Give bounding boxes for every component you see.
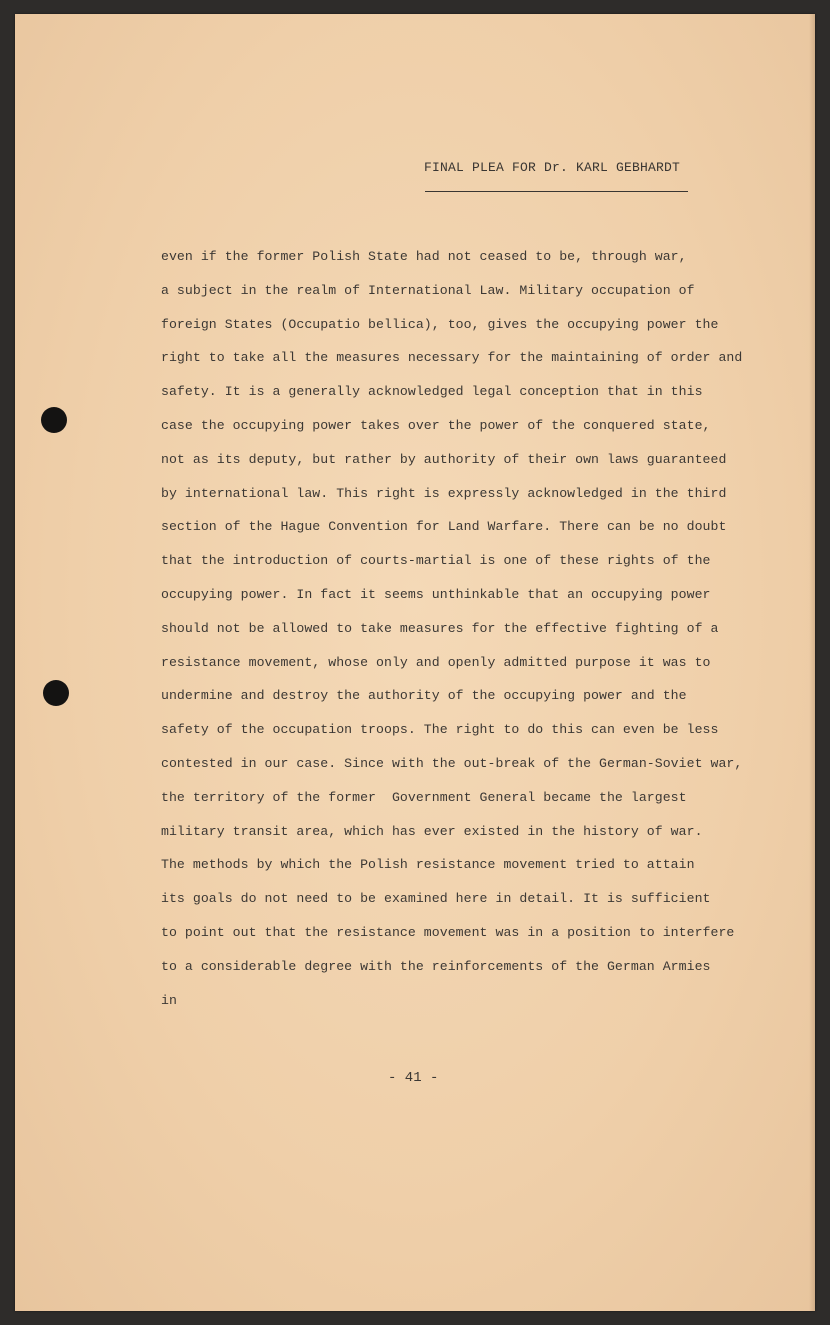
text-line: its goals do not need to be examined here in detail. It is sufficient bbox=[161, 891, 711, 907]
text-line: occupying power. In fact it seems unthinkable that an occupying power bbox=[161, 586, 711, 602]
text-line: to a considerable degree with the reinforcements of the German Armies bbox=[161, 958, 711, 974]
text-line: by international law. This right is expressly acknowledged in the third bbox=[161, 485, 727, 501]
text-line: contested in our case. Since with the out-break of the German-Soviet war, bbox=[161, 755, 743, 771]
page-number: - 41 - bbox=[388, 1070, 439, 1086]
text-line: case the occupying power takes over the power of the conquered state, bbox=[161, 417, 711, 433]
text-line: to point out that the resistance movement was in a position to interfere bbox=[161, 924, 735, 940]
text-line: The methods by which the Polish resistance movement tried to attain bbox=[161, 857, 695, 873]
text-line: safety. It is a generally acknowledged legal conception that in this bbox=[161, 384, 703, 400]
text-line: foreign States (Occupatio bellica), too, gives the occupying power the bbox=[161, 316, 719, 332]
body-text bbox=[161, 240, 781, 1017]
text-line: the territory of the former Government General became the largest bbox=[161, 789, 687, 805]
text-line: not as its deputy, but rather by authority of their own laws guaranteed bbox=[161, 451, 727, 467]
text-line: even if the former Polish State had not ceased to be, through war, bbox=[161, 249, 687, 264]
text-line: right to take all the measures necessary for the maintaining of order and bbox=[161, 350, 743, 366]
text-line: that the introduction of courts-martial is one of these rights of the bbox=[161, 553, 711, 569]
header-underline bbox=[425, 191, 688, 192]
text-line: military transit area, which has ever existed in the history of war. bbox=[161, 823, 703, 839]
text-line: safety of the occupation troops. The right to do this can even be less bbox=[161, 722, 719, 738]
page-edge-shadow bbox=[809, 14, 815, 1311]
punch-hole bbox=[41, 407, 67, 433]
header-title: FINAL PLEA FOR Dr. KARL GEBHARDT bbox=[424, 160, 681, 175]
text-line: undermine and destroy the authority of the occupying power and the bbox=[161, 688, 687, 704]
text-line: resistance movement, whose only and openly admitted purpose it was to bbox=[161, 654, 711, 670]
text-line: section of the Hague Convention for Land Warfare. There can be no doubt bbox=[161, 519, 727, 535]
text-line: a subject in the realm of International Law. Military occupation of bbox=[161, 282, 695, 298]
text-line: in bbox=[161, 992, 177, 1008]
text-line: should not be allowed to take measures for the effective fighting of a bbox=[161, 620, 719, 636]
punch-hole bbox=[43, 680, 69, 706]
